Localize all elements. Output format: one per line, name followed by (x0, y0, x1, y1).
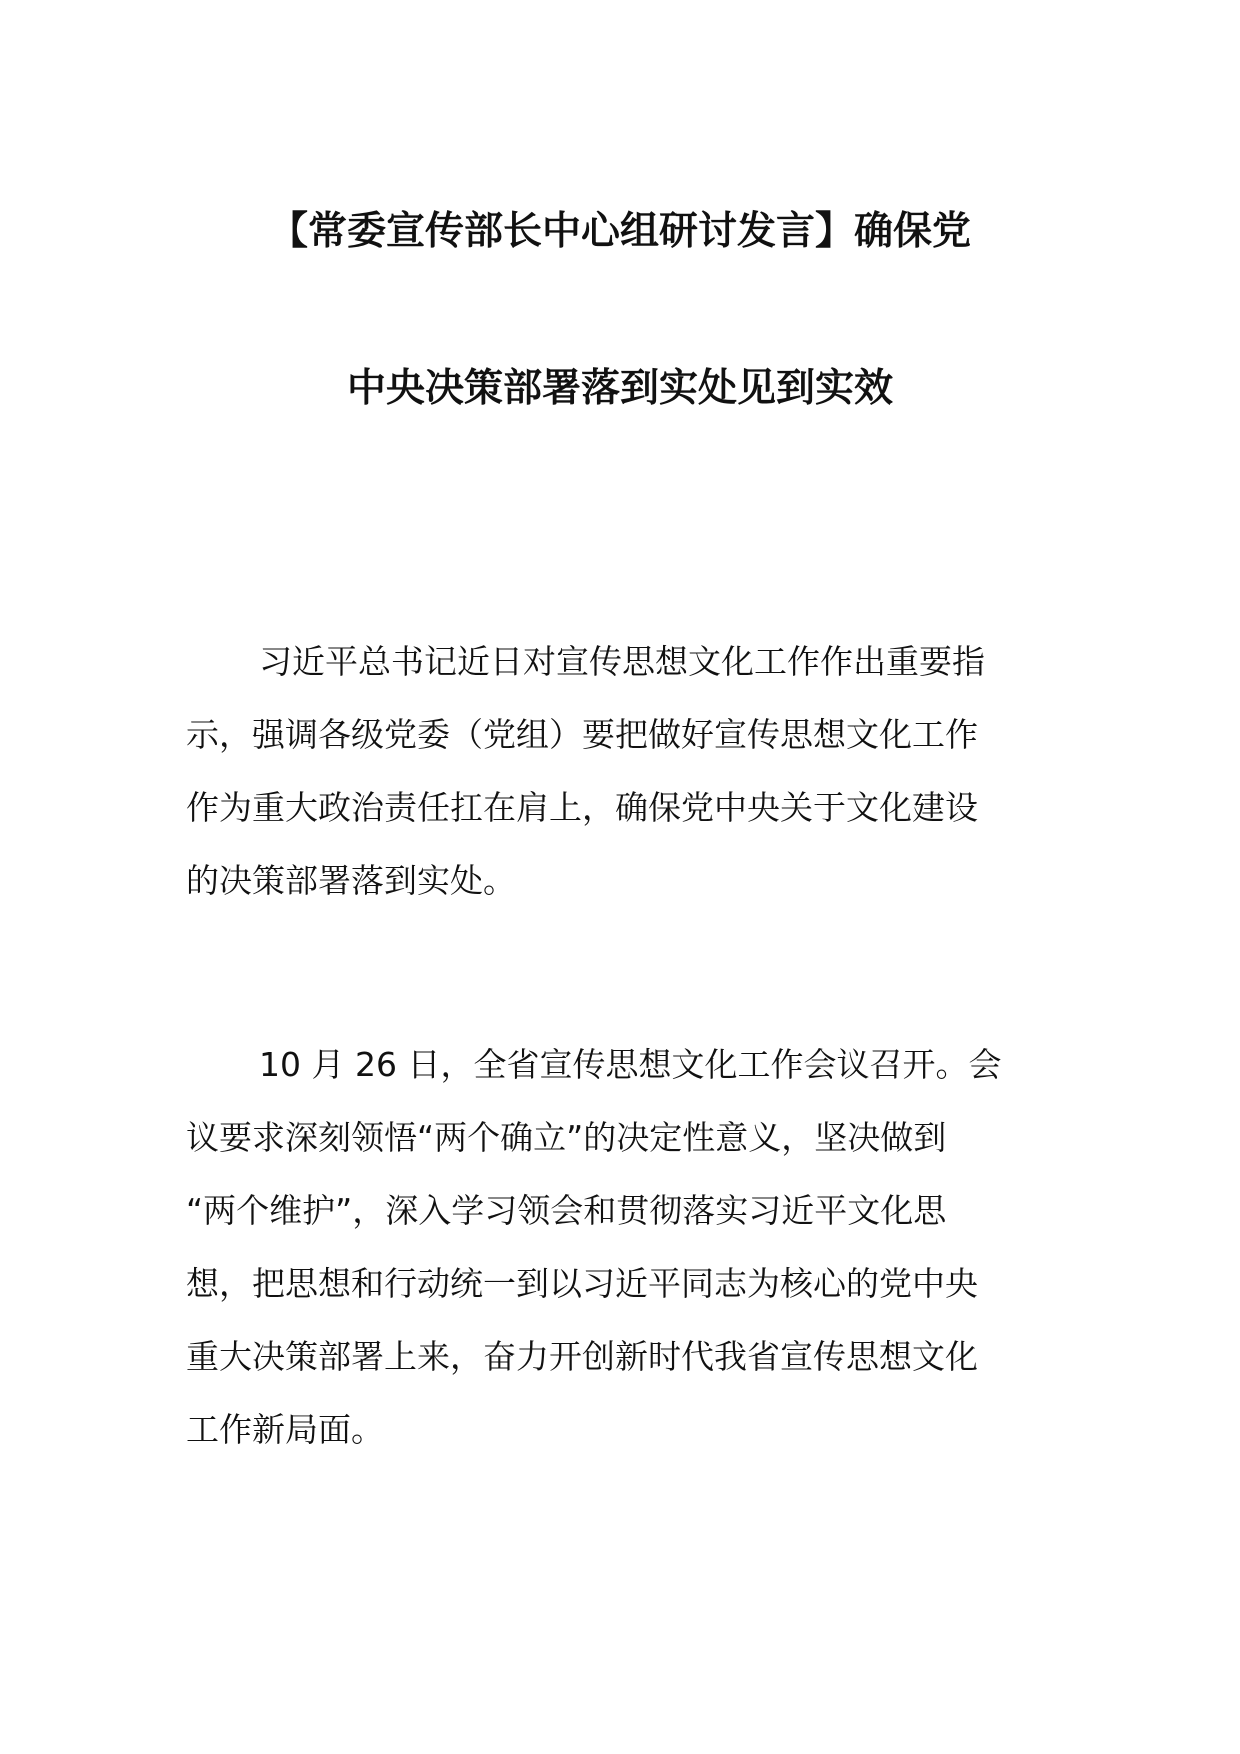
document-title-line-2: 中央决策部署落到实处见到实效 (346, 366, 893, 411)
paragraph-2-line-4: 想，把思想和行动统一到以习近平同志为核心的党中央 (186, 1264, 978, 1303)
paragraph-2-line-6: 工作新局面。 (186, 1410, 384, 1449)
paragraph-2-line-2: 议要求深刻领悟“两个确立”的决定性意义，坚决做到 (186, 1118, 947, 1157)
paragraph-1-line-3: 作为重大政治责任扛在肩上，确保党中央关于文化建设 (186, 788, 978, 827)
document-title-line-1: 【常委宣传部长中心组研讨发言】确保党 (268, 209, 971, 254)
paragraph-1-line-1: 习近平总书记近日对宣传思想文化工作作出重要指 (259, 642, 985, 681)
paragraph-2-line-3: “两个维护”，深入学习领会和贯彻落实习近平文化思 (186, 1191, 947, 1230)
paragraph-2-line-5: 重大决策部署上来，奋力开创新时代我省宣传思想文化 (186, 1337, 978, 1376)
paragraph-1-line-2: 示，强调各级党委（党组）要把做好宣传思想文化工作 (186, 715, 978, 754)
paragraph-1-line-4: 的决策部署落到实处。 (186, 861, 516, 900)
paragraph-2-line-1: 10 月 26 日，全省宣传思想文化工作会议召开。会 (259, 1045, 1002, 1084)
